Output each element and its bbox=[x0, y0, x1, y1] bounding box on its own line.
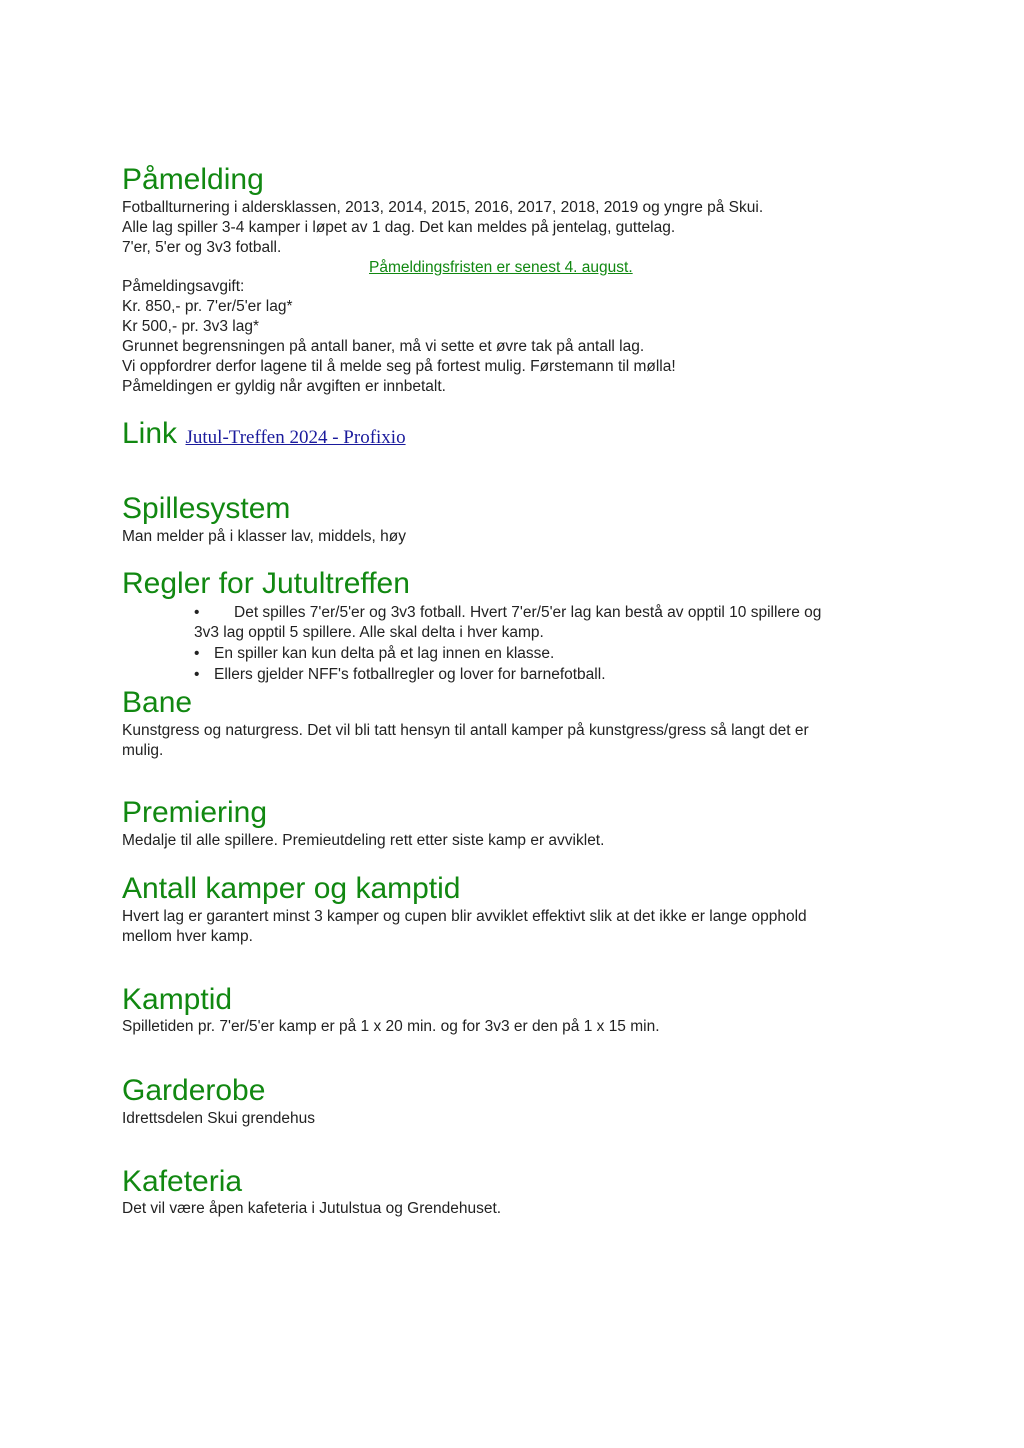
heading-premiering: Premiering bbox=[122, 796, 268, 829]
heading-kafeteria: Kafeteria bbox=[122, 1165, 243, 1198]
pamelding-line-2: Alle lag spiller 3-4 kamper i løpet av 1 dag. Det kan meldes på jentelag, guttelag. bbox=[122, 219, 676, 236]
rule-2: En spiller kan kun delta på et lag innen en klasse. bbox=[214, 645, 555, 662]
pamelding-intro bbox=[122, 198, 763, 258]
list-item bbox=[194, 603, 894, 643]
pamelding-line-3: 7'er, 5'er og 3v3 fotball. bbox=[122, 239, 282, 256]
garderobe-line: Idrettsdelen Skui grendehus bbox=[122, 1110, 316, 1127]
deadline-link[interactable]: Påmeldingsfristen er senest 4. august. bbox=[369, 259, 633, 276]
premiering-line: Medalje til alle spillere. Premieutdeling rett etter siste kamp er avviklet. bbox=[122, 832, 605, 849]
fee-line-6: Påmeldingen er gyldig når avgiften er innbetalt. bbox=[122, 378, 446, 395]
fee-line-5: Vi oppfordrer derfor lagene til å melde seg på fortest mulig. Førstemann til mølla! bbox=[122, 358, 676, 375]
premiering-text bbox=[122, 831, 604, 851]
heading-kamptid: Kamptid bbox=[122, 983, 233, 1016]
rules-list bbox=[122, 603, 894, 686]
bullet-icon: • bbox=[194, 666, 200, 683]
kamptid-text bbox=[122, 1017, 660, 1037]
kafeteria-line: Det vil være åpen kafeteria i Jutulstua og Grendehuset. bbox=[122, 1200, 502, 1217]
bane-line-1: Kunstgress og naturgress. Det vil bli tatt hensyn til antall kamper på kunstgress/gress så langt det er bbox=[122, 722, 809, 739]
rule-3: Ellers gjelder NFF's fotballregler og lover for barnefotball. bbox=[214, 666, 606, 683]
fee-line-4: Grunnet begrensningen på antall baner, må vi sette et øvre tak på antall lag. bbox=[122, 338, 645, 355]
heading-pamelding: Påmelding bbox=[122, 163, 264, 196]
bane-text bbox=[122, 721, 809, 761]
heading-link: Link bbox=[122, 417, 178, 450]
profixio-link[interactable]: Jutul-Treffen 2024 - Profixio bbox=[185, 427, 406, 448]
bullet-icon: • bbox=[194, 604, 200, 621]
antall-text bbox=[122, 907, 807, 947]
heading-garderobe: Garderobe bbox=[122, 1074, 266, 1107]
rule-1-line-2: 3v3 lag opptil 5 spillere. Alle skal delta i hver kamp. bbox=[194, 624, 544, 641]
bullet-icon: • bbox=[194, 645, 200, 662]
antall-line-2: mellom hver kamp. bbox=[122, 928, 253, 945]
garderobe-text bbox=[122, 1109, 315, 1129]
heading-bane: Bane bbox=[122, 686, 193, 719]
heading-antall-kamper: Antall kamper og kamptid bbox=[122, 872, 461, 905]
spillesystem-text bbox=[122, 527, 406, 547]
pamelding-fees bbox=[122, 277, 676, 397]
pamelding-line-1: Fotballturnering i aldersklassen, 2013, 2014, 2015, 2016, 2017, 2018, 2019 og yngre på Skui. bbox=[122, 199, 764, 216]
kamptid-line: Spilletiden pr. 7'er/5'er kamp er på 1 x 20 min. og for 3v3 er den på 1 x 15 min. bbox=[122, 1018, 660, 1035]
bane-line-2: mulig. bbox=[122, 742, 164, 759]
spillesystem-line: Man melder på i klasser lav, middels, høy bbox=[122, 528, 406, 545]
fee-line-2: Kr. 850,- pr. 7'er/5'er lag* bbox=[122, 298, 293, 315]
heading-regler: Regler for Jutultreffen bbox=[122, 567, 410, 600]
list-item bbox=[194, 644, 894, 664]
antall-line-1: Hvert lag er garantert minst 3 kamper og cupen blir avviklet effektivt slik at det ikke er lange opphold bbox=[122, 908, 807, 925]
heading-spillesystem: Spillesystem bbox=[122, 492, 291, 525]
list-item bbox=[194, 665, 894, 685]
fee-line-1: Påmeldingsavgift: bbox=[122, 278, 245, 295]
fee-line-3: Kr 500,- pr. 3v3 lag* bbox=[122, 318, 259, 335]
kafeteria-text bbox=[122, 1199, 501, 1219]
rule-1-line-1: Det spilles 7'er/5'er og 3v3 fotball. Hvert 7'er/5'er lag kan bestå av opptil 10 spillere og bbox=[234, 604, 822, 621]
link-row bbox=[122, 417, 406, 451]
